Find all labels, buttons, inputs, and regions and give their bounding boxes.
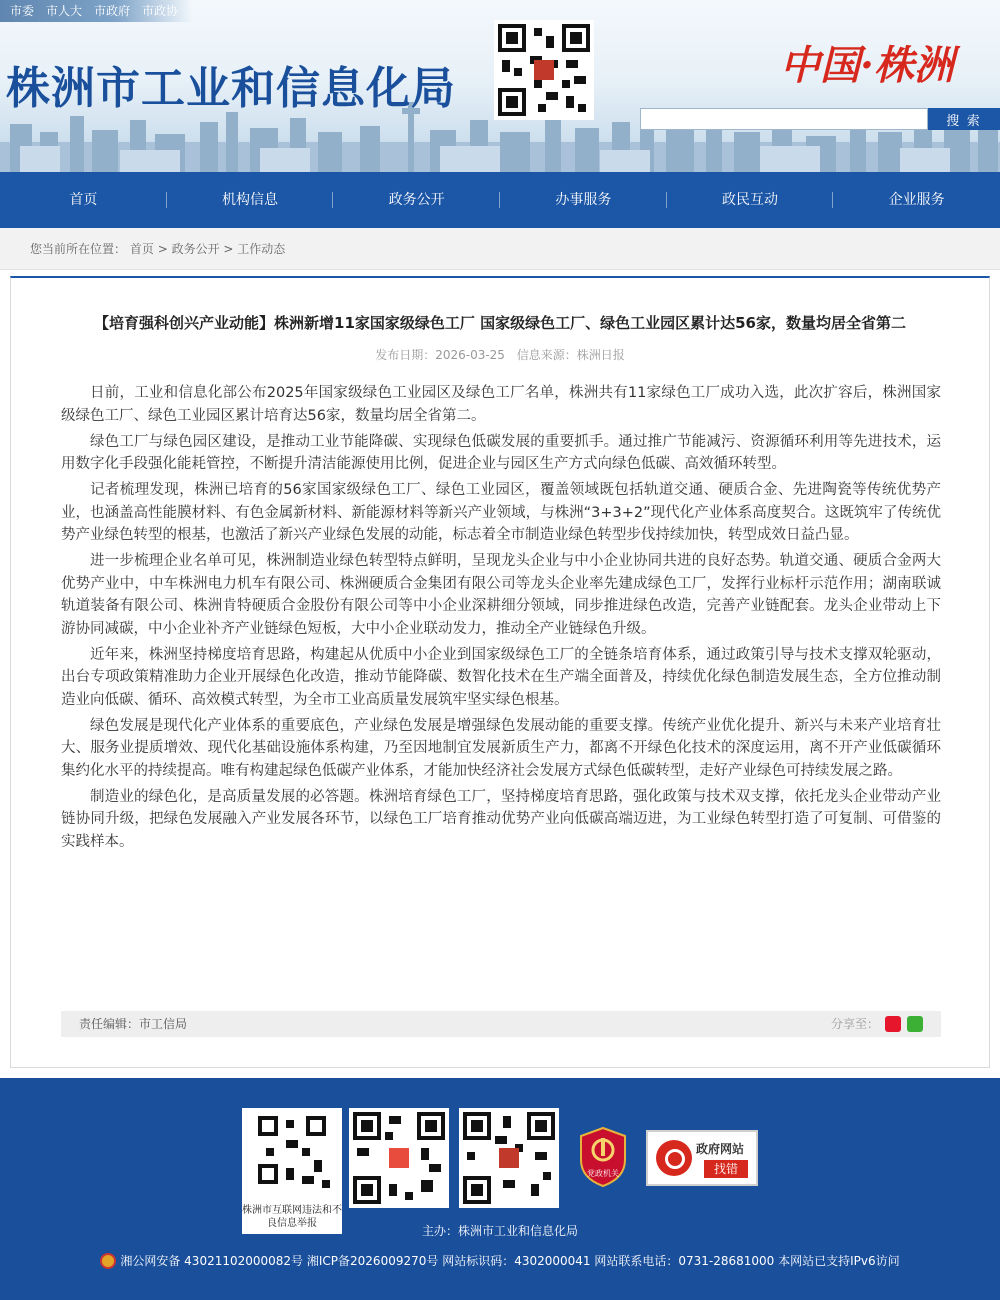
error-report-button[interactable] [646,1130,758,1186]
footer-host: 主办：株洲市工业和信息化局 [421,1224,578,1238]
qr-code-icon [459,1108,559,1208]
article-paragraph: 记者梳理发现，株洲已培育的56家国家级绿色工厂、绿色工业园区，覆盖领域既包括轨道交通、硬质合金、先进陶瓷等传统优势产业，也涵盖高性能膜材料、有色金属新材料、新能源材料等新兴产业领域，与株洲“3+3+2”现代化产业体系高度契合。这既筑牢了传统优势产业绿色转型的根基，也激活了新兴产业绿色发展的动能，标志着全市制造业绿色转型步伐持续加快，转型成效日益凸显。 [61,482,941,543]
article-paragraph: 制造业的绿色化，是高质量发展的必答题。株洲培育绿色工厂，坚持梯度培育思路，强化政策与技术双支撑，依托龙头企业带动产业链协同升级，把绿色发展融入产业发展各环节，以绿色工厂培育推动优势产业向低碳高端迈进，为工业绿色转型打造了可复制、可借鉴的实践样本。 [61,788,941,850]
breadcrumb-separator: > [223,242,238,256]
editor-bar [61,1011,941,1037]
error-report-title: 政府网站 [696,1142,745,1156]
wechat-icon[interactable] [907,1016,923,1032]
publish-date: 发布日期：2026-03-25 [375,348,505,362]
main-nav [0,172,1000,228]
top-link-cppcc[interactable]: 市政协 [142,4,179,18]
nav-item-enterprise[interactable]: 企业服务 [888,192,945,208]
article-paragraph: 进一步梳理企业名单可见，株洲制造业绿色转型特点鲜明，呈现龙头企业与中小企业协同共进的良好态势。轨道交通、硬质合金两大优势产业中，中车株洲电力机车有限公司、株洲硬质合金集团有限公司等龙头企业率先建成绿色工厂，发挥行业标杆示范作用；湖南联诚轨道装备有限公司、株洲肯特硬质合金股份有限公司等中小企业深耕细分领域，同步推进绿色改造，完善产业链配套。龙头企业带动上下游协同减碳，中小企业补齐产业链绿色短板，大中小企业联动发力，推动全产业链绿色升级。 [61,553,941,637]
qr-code-icon [349,1108,449,1208]
report-qr-caption: 株洲市互联网违法和不良信息举报 [242,1204,342,1234]
breadcrumb-home[interactable]: 首页 [129,242,154,256]
top-links [0,0,192,22]
magnifier-icon [656,1140,692,1176]
nav-item-services[interactable]: 办事服务 [500,172,667,228]
police-badge-icon [100,1253,116,1269]
footer-icp-text[interactable]: 湘公网安备 43021102000082号 湘ICP备2026009270号 网站标识码：4302000041 网站联系电话：0731-28681000 本网站已支持IPv6访问 [120,1254,900,1268]
nav-item-organization[interactable]: 机构信息 [167,172,334,228]
article-title: 【培育强科创兴产业动能】株洲新增11家国家级绿色工厂 国家级绿色工厂、绿色工业园区累计达56家，数量均居全省第二 [94,314,906,332]
article-paragraph: 近年来，株洲坚持梯度培育思路，构建起从优质中小企业到国家级绿色工厂的全链条培育体系，通过政策引导与技术支撑双轮驱动，出台专项政策精准助力企业开展绿色化改造，推动节能降碳、数智化技术在生产端全面普及，持续优化绿色制造发展生态，全方位推动制造业向低碳、循环、高效模式转型，为全市工业高质量发展筑牢坚实绿色根基。 [61,646,941,708]
nav-item-interaction[interactable]: 政民互动 [667,172,834,228]
article-meta [11,346,989,363]
article-body [61,382,941,857]
footer-icp [0,1252,1000,1269]
wechat-qr-code[interactable] [349,1108,449,1208]
nav-item-home[interactable]: 首页 [0,172,167,228]
app-qr-code[interactable] [459,1108,559,1208]
breadcrumb-label: 您当前所在位置： [30,242,127,256]
article-paragraph: 绿色工厂与绿色园区建设，是推动工业节能降碳、实现绿色低碳发展的重要抓手。通过推广节能减污、资源循环利用等先进技术，运用数字化手段强化能耗管控，不断提升清洁能源使用比例，促进企业与园区生产方式向绿色低碳、高效循环转型。 [61,433,941,472]
breadcrumb [0,228,1000,270]
article-container [10,276,990,1068]
qr-code-icon [494,20,594,120]
top-link-government[interactable]: 市政府 [94,4,131,18]
report-qr-code[interactable] [242,1108,342,1208]
breadcrumb-work-news[interactable]: 工作动态 [237,242,286,256]
article-paragraph: 日前，工业和信息化部公布2025年国家级绿色工业园区及绿色工厂名单，株洲共有11家绿色工厂成功入选，此次扩容后，株洲国家级绿色工厂、绿色工业园区累计培育达56家，数量均居全省第二。 [61,385,941,424]
breadcrumb-separator: > [157,242,172,256]
article-source: 信息来源：株洲日报 [516,348,625,362]
article-paragraph: 绿色发展是现代化产业体系的重要底色，产业绿色发展是增强绿色发展动能的重要支撑。传统产业优化提升、新兴与未来产业培育壮大、服务业提质增效、现代化基础设施体系构建，乃至因地制宜发展新质生产力，都离不开绿色化技术的深度运用，离不开产业低碳循环集约化水平的持续提高。唯有构建起绿色低碳产业体系，才能加快经济社会发展方式绿色低碳转型，走好产业绿色可持续发展之路。 [61,717,941,779]
china-zhuzhou-logo: 中国·株洲 [780,42,954,89]
top-link-party[interactable]: 市委 [10,4,35,18]
weibo-icon[interactable] [885,1016,901,1032]
search-input[interactable] [640,108,928,130]
site-header [0,0,1000,172]
top-link-npc[interactable]: 市人大 [46,4,83,18]
qr-code-icon [242,1108,342,1204]
party-emblem-icon[interactable] [577,1126,629,1188]
breadcrumb-government-affairs[interactable]: 政务公开 [171,242,220,256]
nav-item-government-affairs[interactable]: 政务公开 [333,172,500,228]
party-badge-label: 党政机关 [587,1169,619,1178]
site-footer [0,1078,1000,1300]
responsible-editor: 责任编辑：市工信局 [79,1017,188,1031]
share-area [831,1011,923,1037]
error-report-label: 找错 [704,1160,748,1178]
share-label: 分享至： [830,1017,879,1031]
site-title[interactable]: 株洲市工业和信息化局 [6,63,456,114]
search-button[interactable]: 搜 索 [928,108,1000,130]
